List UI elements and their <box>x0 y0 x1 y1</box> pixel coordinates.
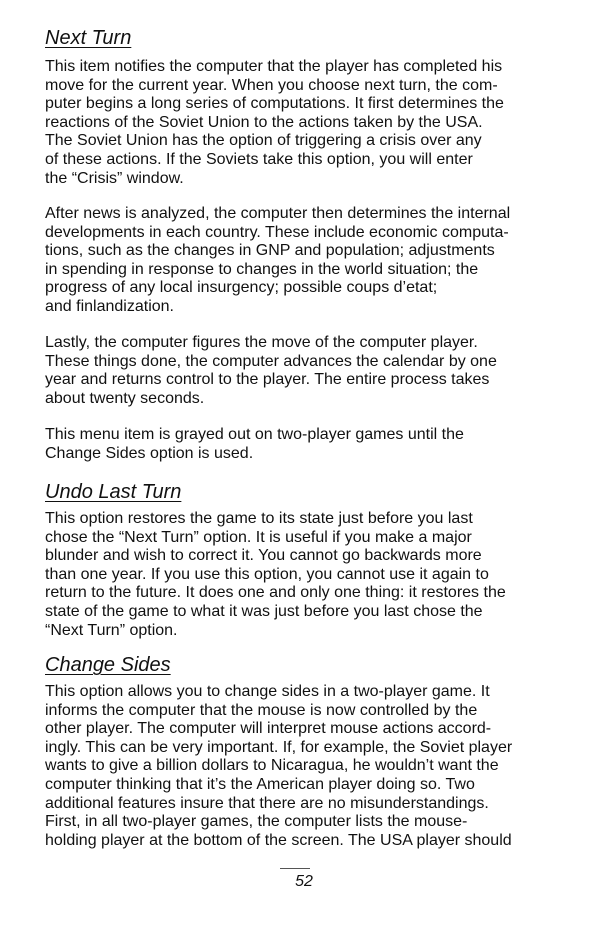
section-heading-undo-last-turn: Undo Last Turn <box>45 481 182 503</box>
text-line: The Soviet Union has the option of triggering a crisis over any <box>45 132 482 150</box>
text-line: progress of any local insurgency; possible coups d’etat; <box>45 279 438 297</box>
text-line: return to the future. It does one and only one thing: it restores the <box>45 584 506 602</box>
text-line: state of the game to what it was just before you last chose the <box>45 602 483 620</box>
paragraph <box>45 683 575 850</box>
text-line: chose the “Next Turn” option. It is useful if you make a major <box>45 528 472 546</box>
text-line: informs the computer that the mouse is now controlled by the <box>45 701 478 719</box>
paragraph <box>45 426 575 463</box>
text-line: puter begins a long series of computations. It first determines the <box>45 95 504 113</box>
text-line: This option restores the game to its state just before you last <box>45 510 473 527</box>
text-line: and finlandization. <box>45 297 174 315</box>
text-line: Change Sides option is used. <box>45 444 254 462</box>
text-line: tions, such as the changes in GNP and population; adjustments <box>45 242 495 260</box>
paragraph <box>45 510 575 640</box>
text-line: about twenty seconds. <box>45 389 205 407</box>
section-heading-change-sides: Change Sides <box>45 654 171 676</box>
text-line: year and returns control to the player. The entire process takes <box>45 371 490 389</box>
text-line: This option allows you to change sides in a two-player game. It <box>45 683 490 700</box>
text-line: move for the current year. When you choose next turn, the com- <box>45 76 498 94</box>
text-line: additional features insure that there are no misunderstandings. <box>45 794 489 812</box>
text-line: computer thinking that it’s the American player doing so. Two <box>45 775 475 793</box>
paragraph <box>45 58 575 188</box>
text-line: “Next Turn” option. <box>45 621 178 639</box>
text-line: This menu item is grayed out on two-player games until the <box>45 426 464 443</box>
text-line: First, in all two-player games, the computer lists the mouse- <box>45 813 468 831</box>
page-number: 52 <box>295 873 313 890</box>
text-line: in spending in response to changes in the world situation; the <box>45 260 479 278</box>
text-line: than one year. If you use this option, you cannot use it again to <box>45 565 489 583</box>
paragraph <box>45 334 575 408</box>
text-line: After news is analyzed, the computer then determines the internal <box>45 205 511 222</box>
section-heading-next-turn: Next Turn <box>45 27 132 49</box>
page-number-rule <box>280 868 310 869</box>
text-line: These things done, the computer advances the calendar by one <box>45 352 497 370</box>
text-line: Lastly, the computer figures the move of the computer player. <box>45 334 478 351</box>
text-line: holding player at the bottom of the screen. The USA player should <box>45 831 512 849</box>
text-line: reactions of the Soviet Union to the actions taken by the USA. <box>45 113 483 131</box>
text-line: blunder and wish to correct it. You cannot go backwards more <box>45 547 482 565</box>
text-line: wants to give a billion dollars to Nicaragua, he wouldn’t want the <box>45 757 499 775</box>
paragraph <box>45 205 575 317</box>
text-line: other player. The computer will interpret mouse actions accord- <box>45 720 492 738</box>
text-line: ingly. This can be very important. If, for example, the Soviet player <box>45 738 513 756</box>
text-line: This item notifies the computer that the player has completed his <box>45 58 503 75</box>
text-line: the “Crisis” window. <box>45 169 184 187</box>
text-line: of these actions. If the Soviets take this option, you will enter <box>45 150 473 168</box>
text-line: developments in each country. These include economic computa- <box>45 223 509 241</box>
